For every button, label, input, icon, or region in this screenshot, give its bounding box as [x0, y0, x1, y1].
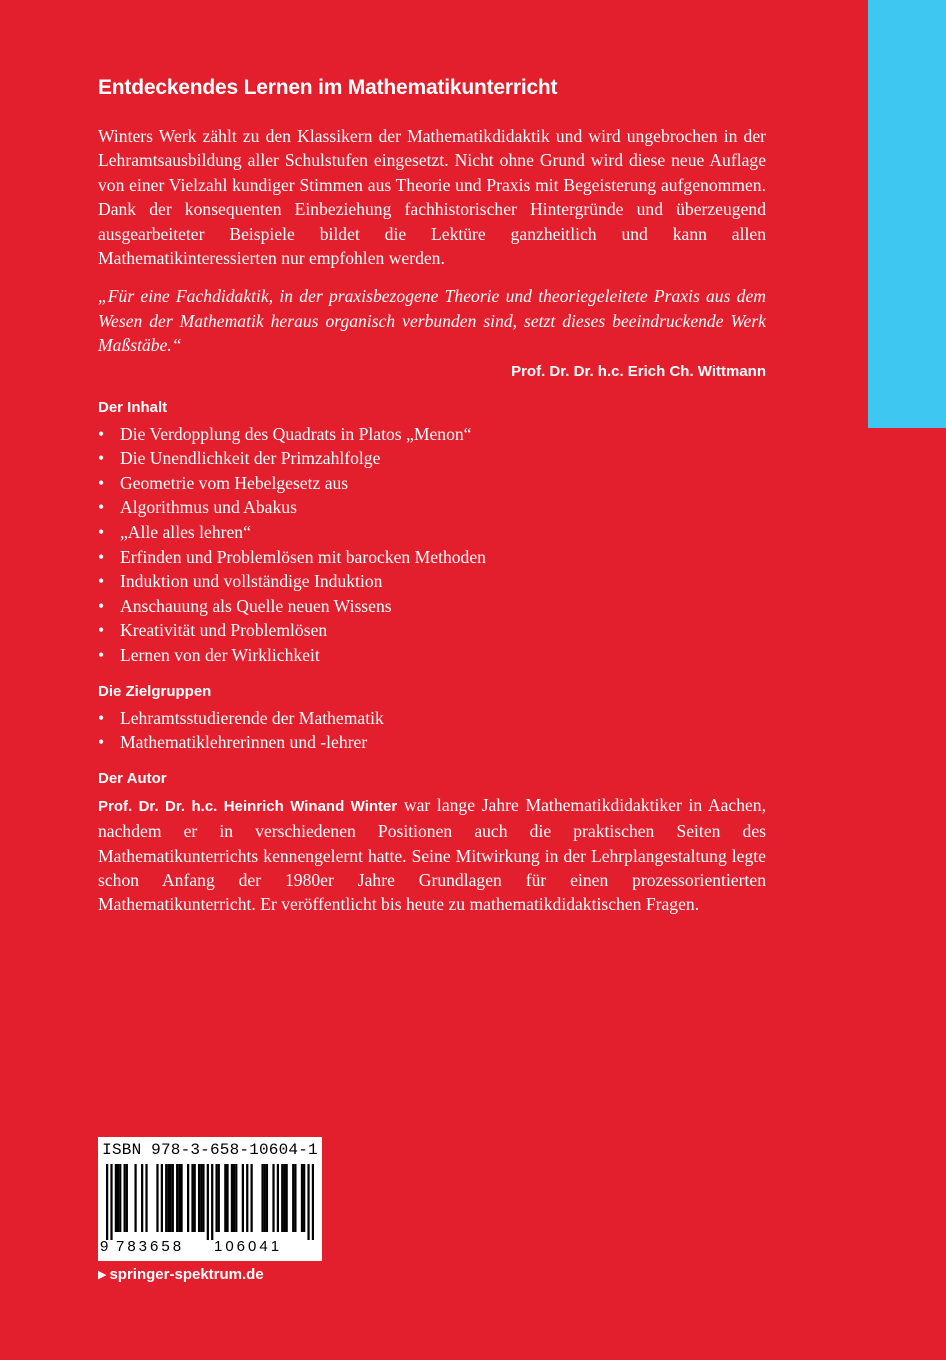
barcode-bar	[294, 1164, 296, 1232]
barcode-guard-bar	[106, 1164, 108, 1240]
barcode-bar	[180, 1164, 182, 1232]
ean-first-digit: 9	[100, 1238, 109, 1255]
list-item: • Anschauung als Quelle neuen Wissens	[98, 594, 766, 619]
barcode-bar	[191, 1164, 193, 1232]
list-item: • Die Unendlichkeit der Primzahlfolge	[98, 446, 766, 471]
barcode-bar	[286, 1164, 288, 1232]
barcode-guard-bar	[307, 1164, 309, 1240]
barcode-bar	[303, 1164, 305, 1232]
barcode-bar	[194, 1164, 196, 1232]
barcode-bar	[115, 1164, 117, 1232]
barcode-bar	[218, 1164, 220, 1232]
website-url: springer-spektrum.de	[109, 1266, 264, 1283]
barcode-bar	[283, 1164, 285, 1232]
barcode-bars	[106, 1164, 314, 1240]
barcode-bar	[124, 1164, 126, 1232]
barcode-bar	[161, 1164, 163, 1232]
barcode-bar	[281, 1164, 283, 1232]
author-bio	[98, 793, 766, 917]
ean-left-group: 783658	[116, 1238, 185, 1255]
website-link[interactable]	[98, 1265, 264, 1286]
barcode-bar	[119, 1164, 121, 1232]
barcode-bar	[272, 1164, 274, 1232]
list-item: • „Alle alles lehren“	[98, 520, 766, 545]
play-arrow-icon: ▶	[98, 1269, 107, 1281]
inhalt-list	[98, 422, 766, 668]
barcode-bar	[200, 1164, 202, 1232]
list-item: • Die Verdopplung des Quadrats in Platos „Menon“	[98, 422, 766, 447]
barcode-bar	[251, 1164, 253, 1232]
barcode-bar	[266, 1164, 268, 1232]
barcode-bar	[233, 1164, 235, 1232]
barcode-bar	[242, 1164, 244, 1232]
barcode-bar	[169, 1164, 171, 1232]
barcode-bar	[167, 1164, 169, 1232]
barcode-bar	[224, 1164, 226, 1232]
list-item: • Erfinden und Problemlösen mit barocken Methoden	[98, 545, 766, 570]
isbn-barcode	[98, 1137, 322, 1261]
barcode-bar	[277, 1164, 279, 1232]
accent-strip	[868, 0, 946, 428]
autor-heading: Der Autor	[98, 769, 167, 787]
list-item: • Algorithmus und Abakus	[98, 495, 766, 520]
author-name: Prof. Dr. Dr. h.c. Heinrich Winand Winter	[98, 797, 398, 815]
barcode-bar	[187, 1164, 189, 1232]
ean-right-group: 106041	[214, 1238, 283, 1255]
barcode-bar	[126, 1164, 128, 1232]
barcode-bar	[178, 1164, 180, 1232]
inhalt-heading: Der Inhalt	[98, 398, 168, 416]
zielgruppen-list	[98, 706, 766, 755]
barcode-guard-bar	[110, 1164, 112, 1240]
barcode-bar	[165, 1164, 167, 1232]
list-item: • Kreativität und Problemlösen	[98, 618, 766, 643]
barcode-bar	[215, 1164, 217, 1232]
barcode-bar	[134, 1164, 136, 1232]
barcode-bar	[264, 1164, 266, 1232]
barcode-bar	[235, 1164, 237, 1232]
barcode-bar	[145, 1164, 147, 1232]
barcode-bar	[141, 1164, 143, 1232]
barcode-bar	[172, 1164, 174, 1232]
barcode-bar	[261, 1164, 263, 1232]
barcode-bar	[176, 1164, 178, 1232]
list-item: • Lehramtsstudierende der Mathematik	[98, 706, 766, 731]
zielgruppen-heading: Die Zielgruppen	[98, 682, 212, 700]
barcode-bar	[198, 1164, 200, 1232]
barcode-bar	[246, 1164, 248, 1232]
isbn-label: ISBN 978-3-658-10604-1	[102, 1141, 318, 1159]
barcode-bar	[231, 1164, 233, 1232]
barcode-guard-bar	[211, 1164, 213, 1240]
list-item: • Lernen von der Wirklichkeit	[98, 643, 766, 668]
author-bio-text: war lange Jahre Mathematikdidaktiker in Aachen, nachdem er in verschiedenen Positionen auch die praktischen Seiten des Mathematikunterrichts kennengelernt hatte. Seine Mitwirkung in der Lehrplangestaltung legte schon Anfang der 1980er Jahre Grundlagen für einen prozessorientierten Mathematikunterricht. Er veröffentlicht bis heute zu mathematikdidaktischen Fragen.	[98, 794, 766, 915]
list-item: • Mathematiklehrerinnen und -lehrer	[98, 730, 766, 755]
barcode-bar	[117, 1164, 119, 1232]
review-quote: „Für eine Fachdidaktik, in der praxisbezogene Theorie und theoriegeleitete Praxis aus dem Wesen der Mathematik heraus organisch verbunden sind, setzt dieses beeindruckende Werk Maßstäbe.“	[98, 286, 766, 356]
barcode-bar	[292, 1164, 294, 1232]
barcode-bar	[156, 1164, 158, 1232]
book-title: Entdeckendes Lernen im Mathematikunterricht	[98, 76, 558, 99]
barcode-guard-bar	[207, 1164, 209, 1240]
back-cover-content	[98, 74, 766, 917]
barcode-bar	[301, 1164, 303, 1232]
intro-paragraph: Winters Werk zählt zu den Klassikern der Mathematikdidaktik und wird ungebrochen in der Lehramtsausbildung aller Schulstufen eingesetzt. Nicht ohne Grund wird diese neue Auflage von einer Vielzahl kundiger Stimmen aus Theorie und Praxis mit Begeisterung aufgenommen. Dank der konsequenten Einbeziehung fachhistorischer Hintergründe und überzeugend ausgearbeiteter Beispiele bildet die Lektüre ganzheitlich und kann allen Mathematikinteressierten nur empfohlen werden.	[98, 126, 766, 269]
list-item: • Geometrie vom Hebelgesetz aus	[98, 471, 766, 496]
list-item: • Induktion und vollständige Induktion	[98, 569, 766, 594]
barcode-guard-bar	[312, 1164, 314, 1240]
quote-author: Prof. Dr. Dr. h.c. Erich Ch. Wittmann	[511, 362, 766, 380]
barcode-bar	[202, 1164, 204, 1232]
barcode-bar	[226, 1164, 228, 1232]
